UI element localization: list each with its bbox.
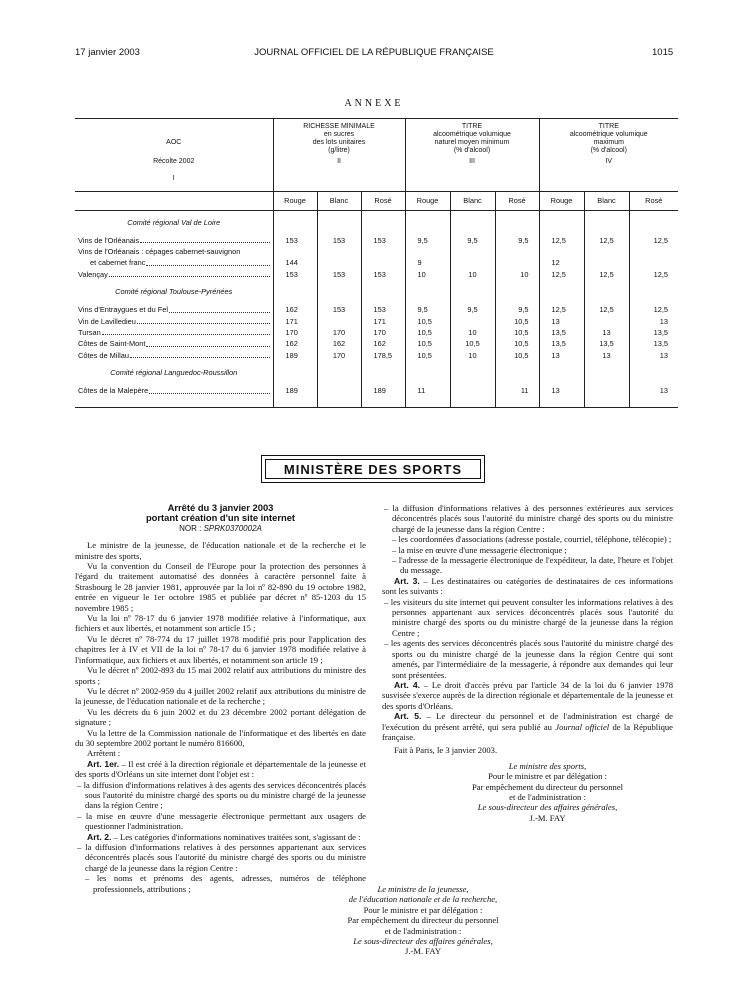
- value-cell: [629, 246, 678, 257]
- aoc-table-body: [75, 211, 678, 408]
- signature-line: J.-M. FAY: [404, 946, 442, 957]
- col-richesse-roman: II: [273, 155, 405, 166]
- value-cell: 9,5: [495, 235, 539, 246]
- col-rose: Rosé: [361, 192, 405, 211]
- signature-line: Par empêchement du directeur du personnel: [347, 915, 499, 926]
- value-cell: [629, 257, 678, 268]
- dot-leader: [109, 269, 270, 277]
- article-2-subitem: – les noms et prénoms des agents, adresses, numéros de téléphone professionnels, attributions ;: [85, 873, 366, 894]
- journal-officiel-ref: Journal officiel: [555, 721, 610, 732]
- article-1: [75, 759, 366, 780]
- value-cell: [317, 385, 361, 407]
- article-5-label: Art. 5.: [394, 711, 422, 722]
- article-5-text-a: – Le directeur du personnel et de l'administration est chargé de l'exécution du présent arrêté, qui sera publié au: [382, 711, 673, 732]
- value-cell: 10,5: [495, 350, 539, 361]
- value-cell: [317, 211, 361, 235]
- value-cell: 13,5: [539, 327, 584, 338]
- col-rouge: Rouge: [405, 192, 450, 211]
- article-1-label: Art. 1er.: [87, 758, 120, 769]
- value-cell: 13,5: [584, 338, 629, 349]
- value-cell: [361, 246, 405, 257]
- signature-line: Le sous-directeur des affaires générales,: [353, 936, 493, 947]
- aoc-name: [75, 338, 273, 349]
- value-cell: [584, 211, 629, 235]
- table-row: [75, 269, 678, 280]
- signature-line: et de l'administration :: [384, 925, 462, 936]
- article-2: [75, 832, 366, 842]
- aoc-name: [75, 385, 273, 407]
- table-row: [75, 235, 678, 246]
- aoc-name-text: Valençay: [78, 269, 108, 279]
- table-row: [75, 246, 678, 257]
- aoc-name: [75, 304, 273, 315]
- col-titre-max-1: TITRE: [539, 119, 678, 132]
- signature-line: Le ministre des sports,: [508, 760, 587, 771]
- article-2-text: – Les catégories d'informations nominatives traitées sont, s'agissant de :: [113, 831, 361, 842]
- aoc-name: [75, 235, 273, 246]
- dot-leader: [146, 338, 269, 346]
- article-3-label: Art. 3.: [394, 575, 420, 586]
- value-cell: 9,5: [450, 304, 495, 315]
- preamble-paragraph: Vu le décret nº 2002-893 du 15 mai 2002 relatif aux attributions du ministre des sports ;: [75, 665, 366, 686]
- value-cell: 10,5: [405, 350, 450, 361]
- value-cell: [584, 385, 629, 407]
- aoc-name: [75, 327, 273, 338]
- col-titre-naturel-4: (% d'alcool): [405, 147, 539, 155]
- col-blanc: Blanc: [584, 192, 629, 211]
- value-cell: [584, 246, 629, 257]
- value-cell: 171: [273, 316, 317, 327]
- value-cell: 9,5: [405, 235, 450, 246]
- col-titre-max-roman: IV: [539, 155, 678, 166]
- nor-code: SPRK0370002A: [203, 523, 262, 533]
- preamble-paragraph: Vu le décret nº 78-774 du 17 juillet 1978 modifié pris pour l'application des chapitres Ier à IV et VII de la loi nº 78-17 du 6 janvier 1978 modifiée relative à l'informatique, aux fichiers et aux libertés, et notamment son article 19 ;: [75, 633, 366, 665]
- col-titre-naturel-3: naturel moyen minimum: [405, 139, 539, 147]
- table-row: [75, 350, 678, 361]
- table-row: [75, 257, 678, 268]
- value-cell: 144: [273, 257, 317, 268]
- value-cell: [629, 361, 678, 385]
- value-cell: 13: [584, 327, 629, 338]
- region-label: Comité régional Languedoc-Roussillon: [110, 368, 238, 378]
- value-cell: 12,5: [629, 304, 678, 315]
- value-cell: [539, 280, 584, 304]
- value-cell: 13: [629, 316, 678, 327]
- value-cell: 170: [273, 327, 317, 338]
- col-richesse-2: en sucres: [273, 131, 405, 139]
- signature-line: Par empêchement du directeur du personnel: [471, 781, 624, 792]
- value-cell: 12,5: [539, 235, 584, 246]
- article-4: [382, 680, 673, 711]
- article-1-item: – la mise en œuvre d'une messagerie électronique permettant aux usagers de questionner l'administration.: [77, 810, 366, 832]
- value-cell: 12,5: [539, 269, 584, 280]
- col-titre-naturel-1: TITRE: [405, 119, 539, 132]
- value-cell: [584, 361, 629, 385]
- value-cell: [539, 246, 584, 257]
- dot-leader: [102, 327, 270, 335]
- col-richesse-4: (g/litre): [273, 147, 405, 155]
- dot-leader: [130, 350, 270, 358]
- col-titre-max-4: (% d'alcool): [539, 147, 678, 155]
- table-row: [75, 304, 678, 315]
- value-cell: 13,5: [539, 338, 584, 349]
- value-cell: [584, 257, 629, 268]
- table-row: [75, 327, 678, 338]
- aoc-name-text: Vins d'Entraygues et du Fel: [78, 305, 169, 315]
- header-page-number: 1015: [652, 47, 674, 58]
- value-cell: [450, 361, 495, 385]
- value-cell: 13: [539, 350, 584, 361]
- aoc-name-text: et cabernet franc: [90, 258, 146, 268]
- value-cell: 10,5: [495, 316, 539, 327]
- preamble-paragraph: Vu le décret nº 2002-959 du 4 juillet 2002 relatif aux attributions du ministre de la jeunesse, de l'éducation nationale et de la recherche ;: [75, 685, 366, 707]
- value-cell: [584, 280, 629, 304]
- fait-a-paris: Fait à Paris, le 3 janvier 2003.: [394, 745, 498, 756]
- value-cell: 13,5: [629, 338, 678, 349]
- value-cell: 12,5: [629, 235, 678, 246]
- arretent: Arrêtent :: [87, 748, 121, 759]
- value-cell: [539, 361, 584, 385]
- col-blanc: Blanc: [317, 192, 361, 211]
- table-row: [75, 338, 678, 349]
- region-row: [75, 361, 678, 385]
- region-row: [75, 211, 678, 235]
- value-cell: 153: [317, 269, 361, 280]
- value-cell: 9,5: [495, 304, 539, 315]
- value-cell: 170: [317, 327, 361, 338]
- article-3-item: – les agents des services déconcentrés placés sous l'autorité du ministre chargé des sports ou du ministre chargé de la jeunesse dans la région Centre qui sont amenés, par l'intermédiaire de la messagerie, à répondre aux demandes qui leur sont présentées.: [384, 638, 673, 680]
- aoc-name: [75, 350, 273, 361]
- aoc-name: Vins de l'Orléanais : cépages cabernet-sauvignon: [78, 246, 241, 256]
- value-cell: 153: [317, 304, 361, 315]
- value-cell: 13: [629, 385, 678, 407]
- value-cell: [450, 280, 495, 304]
- signature-line: Pour le ministre et par délégation :: [488, 771, 607, 782]
- article-3-text: – Les destinataires ou catégories de destinataires de ces informations sont les suivants :: [382, 575, 673, 597]
- col-rouge: Rouge: [273, 192, 317, 211]
- value-cell: [317, 257, 361, 268]
- signature-block-jeunesse: [298, 884, 548, 957]
- value-cell: 12,5: [584, 304, 629, 315]
- value-cell: [450, 246, 495, 257]
- article-3-item: – les visiteurs du site internet qui peuvent consulter les informations relatives à des personnes appartenant aux services déconcentrés placés sous l'autorité du ministre chargé des sports ou du ministre chargé de la jeunesse dans la région Centre ;: [384, 596, 673, 638]
- preamble: [75, 540, 366, 748]
- value-cell: [495, 257, 539, 268]
- preamble-paragraph: Le ministre de la jeunesse, de l'éducation nationale et de la recherche et le ministre des sports,: [75, 540, 366, 561]
- value-cell: 10,5: [450, 338, 495, 349]
- value-cell: [317, 316, 361, 327]
- value-cell: 10,5: [405, 316, 450, 327]
- dot-leader: [140, 235, 269, 243]
- aoc-name-text: Tursan: [78, 327, 101, 337]
- value-cell: [317, 246, 361, 257]
- value-cell: [273, 361, 317, 385]
- value-cell: 9,5: [450, 235, 495, 246]
- right-subitem: – la mise en œuvre d'une messagerie électronique ;: [392, 544, 567, 555]
- col-blanc: Blanc: [450, 192, 495, 211]
- value-cell: [495, 246, 539, 257]
- value-cell: 153: [273, 269, 317, 280]
- value-cell: [405, 361, 450, 385]
- value-cell: 13: [629, 350, 678, 361]
- value-cell: [361, 211, 405, 235]
- value-cell: 10: [450, 327, 495, 338]
- value-cell: [495, 280, 539, 304]
- article-5-text-b: de la République française.: [382, 721, 673, 742]
- value-cell: [495, 211, 539, 235]
- col-aoc: AOC: [166, 139, 182, 146]
- preamble-paragraph: Vu la loi nº 78-17 du 6 janvier 1978 modifiée relative à l'informatique, aux fichiers et aux libertés, et notamment son article 15 ;: [75, 613, 366, 634]
- value-cell: [273, 211, 317, 235]
- value-cell: 189: [273, 350, 317, 361]
- value-cell: 162: [273, 338, 317, 349]
- value-cell: [450, 257, 495, 268]
- value-cell: 10: [405, 269, 450, 280]
- value-cell: [450, 316, 495, 327]
- value-cell: [361, 361, 405, 385]
- annexe-title: ANNEXE: [344, 98, 404, 109]
- value-cell: 11: [405, 385, 450, 407]
- table-row: [75, 385, 678, 407]
- value-cell: 12,5: [539, 304, 584, 315]
- value-cell: 170: [317, 350, 361, 361]
- table-row: [75, 316, 678, 327]
- value-cell: [405, 280, 450, 304]
- article-4-text: – Le droit d'accès prévu par l'article 34 de la loi du 6 janvier 1978 susvisée s'exerce auprès de la direction régionale et départementale de la jeunesse et des sports d'Orléans.: [382, 679, 673, 711]
- signature-line: de l'éducation nationale et de la recherche,: [348, 894, 498, 905]
- aoc-table: [75, 118, 678, 408]
- article-5: [382, 711, 673, 742]
- header-date: 17 janvier 2003: [75, 47, 140, 58]
- article-2-label: Art. 2.: [87, 831, 112, 842]
- value-cell: 153: [273, 235, 317, 246]
- value-cell: 189: [273, 385, 317, 407]
- nor-reference: [75, 524, 366, 534]
- dot-leader: [169, 304, 269, 312]
- value-cell: 13,5: [629, 327, 678, 338]
- dot-leader: [146, 257, 269, 265]
- value-cell: [317, 361, 361, 385]
- value-cell: 171: [361, 316, 405, 327]
- col-roman-i: I: [75, 166, 273, 192]
- right-subitem: – l'adresse de la messagerie électronique de l'expéditeur, la date, l'heure et l'objet du message.: [392, 555, 673, 576]
- value-cell: 10: [495, 269, 539, 280]
- region-label: Comité régional Toulouse-Pyrénées: [115, 287, 233, 297]
- col-richesse-3: des lots unitaires: [273, 139, 405, 147]
- value-cell: [539, 211, 584, 235]
- value-cell: [405, 246, 450, 257]
- ministry-title: MINISTÈRE DES SPORTS: [265, 459, 481, 479]
- article-2-item: – la diffusion d'informations relatives à des personnes appartenant aux services déconcentrés placés sous l'autorité du ministre chargé des sports ou du ministre chargé de la jeunesse dans la région Centre :: [77, 842, 366, 873]
- col-recolte: Récolte 2002: [153, 158, 195, 165]
- value-cell: [629, 211, 678, 235]
- preamble-paragraph: Vu la convention du Conseil de l'Europe pour la protection des personnes à l'égard du traitement automatisé des données à caractère personnel faite à Strasbourg le 28 janvier 1981, approuvée par la loi nº 82-890 du 19 octobre 1982, entrée en vigueur le 1er octobre 1985 et publiée par décret nº 85-1203 du 15 novembre 1985 ;: [75, 561, 366, 613]
- preamble-paragraph: Vu la lettre de la Commission nationale de l'informatique et des libertés en date du 30 septembre 2002 portant le numéro 816600,: [75, 727, 366, 748]
- value-cell: 10: [450, 269, 495, 280]
- article-3: [382, 576, 673, 597]
- aoc-name-text: Côtes de Saint-Mont: [78, 339, 146, 349]
- value-cell: 153: [361, 269, 405, 280]
- aoc-name: [75, 269, 273, 280]
- value-cell: 189: [361, 385, 405, 407]
- col-titre-naturel-roman: III: [405, 155, 539, 166]
- value-cell: 10,5: [405, 338, 450, 349]
- value-cell: 13: [584, 350, 629, 361]
- signature-line: Le ministre de la jeunesse,: [377, 884, 469, 894]
- aoc-name-text: Côtes de Millau: [78, 350, 129, 360]
- value-cell: 10,5: [405, 327, 450, 338]
- value-cell: [495, 361, 539, 385]
- value-cell: [405, 211, 450, 235]
- aoc-name: [75, 316, 273, 327]
- nor-label: NOR :: [179, 523, 202, 533]
- value-cell: 12,5: [629, 269, 678, 280]
- value-cell: [273, 280, 317, 304]
- signature-line: Le sous-directeur des affaires générales,: [477, 802, 618, 813]
- region-label: Comité régional Val de Loire: [127, 218, 221, 228]
- value-cell: 13: [539, 316, 584, 327]
- signature-line: et de l'administration :: [509, 791, 586, 802]
- col-titre-max-2: alcoométrique volumique: [539, 131, 678, 139]
- value-cell: 162: [317, 338, 361, 349]
- dot-leader: [149, 385, 269, 393]
- value-cell: 153: [361, 235, 405, 246]
- value-cell: [450, 385, 495, 407]
- value-cell: [629, 280, 678, 304]
- value-cell: [584, 316, 629, 327]
- signature-line: J.-M. FAY: [529, 812, 566, 823]
- value-cell: 10,5: [495, 327, 539, 338]
- article-1-item: – la diffusion d'informations relatives à des agents des services déconcentrés placés sous l'autorité du ministre chargé des sports ou du ministre chargé de la jeunesse dans la région Centre ;: [77, 779, 366, 811]
- value-cell: 12,5: [584, 235, 629, 246]
- aoc-name-text: Vins de l'Orléanais: [78, 235, 140, 245]
- value-cell: [450, 211, 495, 235]
- value-cell: 13: [539, 385, 584, 407]
- value-cell: [273, 246, 317, 257]
- value-cell: 10,5: [495, 338, 539, 349]
- col-rose: Rosé: [629, 192, 678, 211]
- arrete-subtitle: portant création d'un site internet: [145, 512, 296, 524]
- value-cell: 178,5: [361, 350, 405, 361]
- signature-line: Pour le ministre et par délégation :: [363, 904, 483, 915]
- value-cell: 162: [361, 338, 405, 349]
- col-rose: Rosé: [495, 192, 539, 211]
- col-richesse-1: RICHESSE MINIMALE: [273, 119, 405, 132]
- value-cell: 9,5: [405, 304, 450, 315]
- dot-leader: [137, 316, 270, 324]
- value-cell: 12,5: [584, 269, 629, 280]
- value-cell: [361, 257, 405, 268]
- arrete-title: Arrêté du 3 janvier 2003: [167, 502, 274, 513]
- region-row: [75, 280, 678, 304]
- right-column: [382, 503, 673, 823]
- right-item: – la diffusion d'informations relatives à des personnes extérieures aux services déconcentrés placés sous l'autorité du ministre chargé des sports ou du ministre chargé de la jeunesse dans la région Centre :: [384, 503, 673, 534]
- value-cell: 170: [361, 327, 405, 338]
- value-cell: 153: [317, 235, 361, 246]
- value-cell: [361, 280, 405, 304]
- value-cell: [317, 280, 361, 304]
- aoc-name: [75, 257, 273, 268]
- aoc-name-text: Vin de Lavilledieu: [78, 316, 136, 326]
- article-4-label: Art. 4.: [394, 679, 421, 690]
- col-titre-naturel-2: alcoométrique volumique: [405, 131, 539, 139]
- col-rouge: Rouge: [539, 192, 584, 211]
- col-titre-max-3: maximum: [539, 139, 678, 147]
- preamble-paragraph: Vu les décrets du 6 juin 2002 et du 23 décembre 2002 portant délégation de signature ;: [75, 706, 366, 728]
- value-cell: 10: [450, 350, 495, 361]
- header-journal: JOURNAL OFFICIEL DE LA RÉPUBLIQUE FRANÇAISE: [254, 47, 494, 58]
- signature-block-sports: [422, 761, 673, 823]
- left-column: [75, 503, 366, 894]
- aoc-name-text: Côtes de la Malepère: [78, 386, 149, 396]
- value-cell: 9: [405, 257, 450, 268]
- value-cell: 12: [539, 257, 584, 268]
- value-cell: 162: [273, 304, 317, 315]
- ministry-banner: [261, 455, 485, 483]
- right-subitem: – les coordonnées d'associations (adresse postale, courriel, téléphone, télécopie) ;: [392, 534, 672, 545]
- value-cell: 153: [361, 304, 405, 315]
- article-1-text: – Il est créé à la direction régionale et départementale de la jeunesse et des sports d'Orléans un site internet dont l'objet est :: [75, 758, 366, 780]
- value-cell: 11: [495, 385, 539, 407]
